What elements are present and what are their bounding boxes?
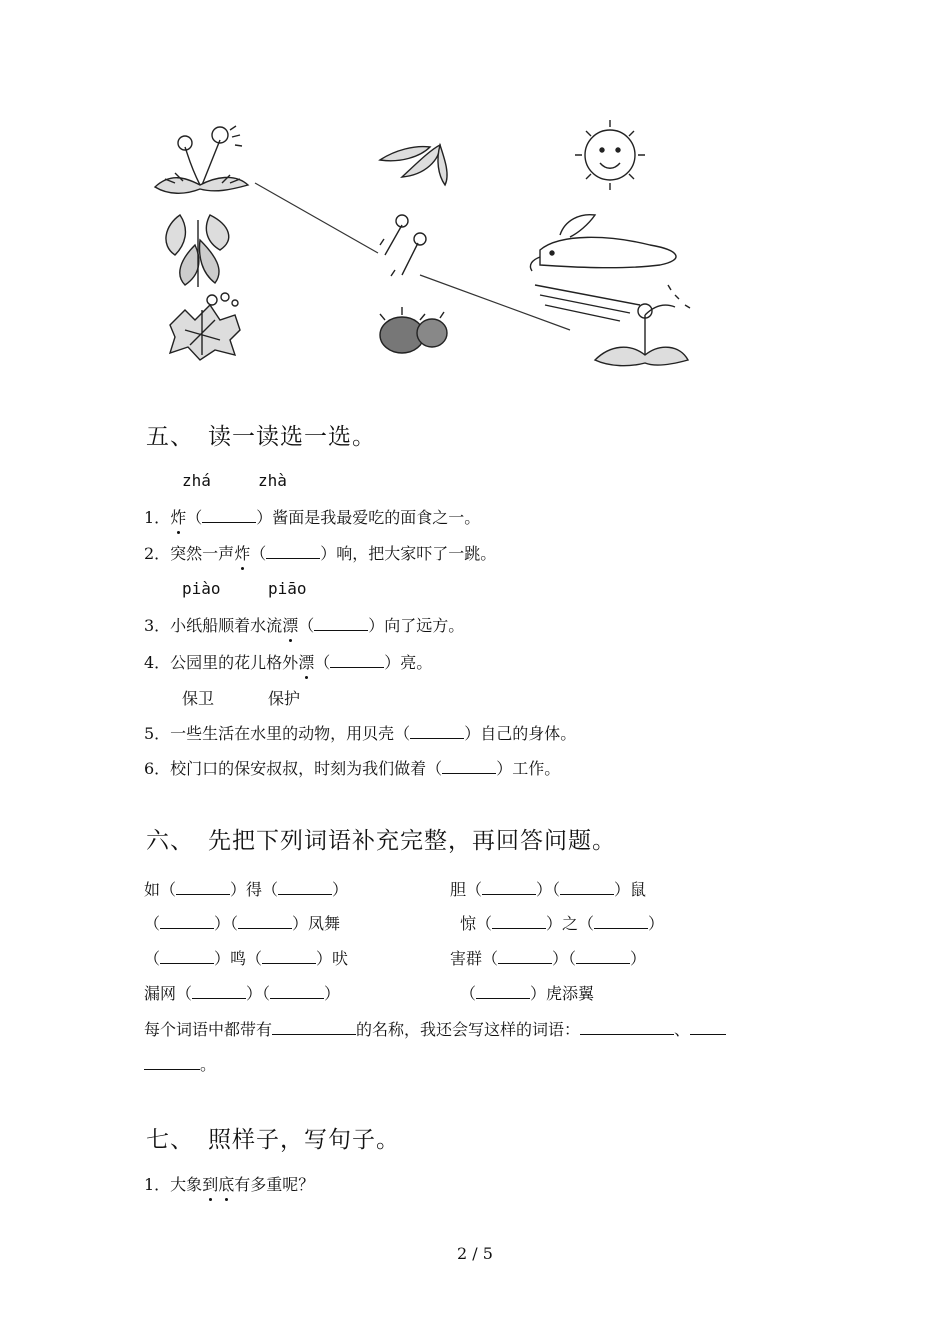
chestnut-burr-icon — [380, 307, 447, 353]
idiom-4: 惊（ ）之（ ） — [460, 914, 665, 933]
answer-blank[interactable] — [176, 880, 230, 895]
answer-blank[interactable] — [278, 880, 332, 895]
question-5-1: 1．炸（ ）酱面是我最爱吃的面食之一。 — [144, 505, 480, 528]
question-5-3: 3．小纸船顺着水流漂（ ）向了远方。 — [144, 613, 464, 636]
dotted-char: 底 — [218, 1172, 234, 1195]
idiom-3: （ ）（ ）凤舞 — [144, 914, 341, 933]
answer-blank[interactable] — [160, 914, 214, 929]
answer-blank[interactable] — [594, 914, 648, 929]
match-line-1 — [255, 183, 378, 253]
answer-blank[interactable] — [476, 984, 530, 999]
pea-pod-icon — [380, 145, 447, 185]
dotted-char: 漂 — [298, 650, 314, 673]
idiom-5: （ ）鸣（ ）吠 — [144, 949, 349, 968]
word-option-baowei: 保卫 — [182, 689, 215, 708]
seed-dispersal-illustration — [140, 115, 700, 375]
answer-blank[interactable] — [330, 653, 384, 668]
answer-blank[interactable] — [482, 880, 536, 895]
answer-blank[interactable] — [266, 544, 320, 559]
idiom-2: 胆（ ）（ ）鼠 — [450, 880, 647, 899]
word-option-baohu: 保护 — [268, 689, 301, 708]
idiom-8: （ ）虎添翼 — [460, 984, 595, 1003]
answer-blank[interactable] — [442, 759, 496, 774]
answer-blank[interactable] — [192, 984, 246, 999]
answer-blank[interactable] — [238, 914, 292, 929]
answer-blank[interactable] — [576, 949, 630, 964]
sun-icon — [575, 120, 645, 190]
question-5-4: 4．公园里的花儿格外漂（ ）亮。 — [144, 650, 432, 673]
answer-blank[interactable] — [262, 949, 316, 964]
section-5-number: 五、 — [146, 424, 194, 450]
page-number: 2 / 5 — [457, 1244, 493, 1263]
dandelion-seeds-icon — [380, 215, 426, 276]
idiom-6: 害群（ ）（ ） — [450, 949, 647, 968]
section-6-number: 六、 — [146, 828, 194, 854]
dotted-char: 到 — [202, 1172, 218, 1195]
section-7-heading — [146, 1121, 400, 1154]
question-5-2: 2．突然一声炸（ ）响，把大家吓了一跳。 — [144, 541, 496, 564]
match-line-2 — [420, 275, 570, 330]
dandelion-plant-icon — [155, 126, 248, 193]
question-5-6: 6．校门口的保安叔叔，时刻为我们做着（ ）工作。 — [144, 759, 561, 778]
rabbit-icon — [530, 215, 676, 271]
answer-blank[interactable] — [560, 880, 614, 895]
section-6-heading — [146, 822, 616, 855]
dotted-char: 漂 — [282, 613, 298, 636]
section-7-number: 七、 — [146, 1127, 194, 1153]
answer-blank[interactable] — [144, 1055, 200, 1070]
question-7-1: 1．大象到底有多重呢？ — [144, 1172, 314, 1195]
idiom-question-cont: 。 — [144, 1052, 216, 1075]
idiom-7: 漏网（ ）（ ） — [144, 984, 341, 1003]
answer-blank[interactable] — [580, 1020, 674, 1035]
pinyin-piao4: piào — [182, 579, 221, 598]
pinyin-zha4: zhà — [258, 471, 287, 490]
section-6-title: 先把下列词语补充完整，再回答问题。 — [208, 828, 616, 854]
answer-blank[interactable] — [270, 984, 324, 999]
answer-blank[interactable] — [410, 724, 464, 739]
idiom-1: 如（ ）得（ ） — [144, 880, 349, 899]
answer-blank[interactable] — [690, 1020, 726, 1035]
section-7-title: 照样子，写句子。 — [208, 1127, 400, 1153]
answer-blank[interactable] — [160, 949, 214, 964]
answer-blank[interactable] — [498, 949, 552, 964]
answer-blank[interactable] — [202, 508, 256, 523]
pinyin-piao1: piāo — [268, 579, 307, 598]
burr-plant-icon — [170, 293, 240, 360]
dotted-char: 炸 — [234, 541, 250, 564]
idiom-question: 每个词语中都带有 的名称，我还会写这样的词语： 、 — [144, 1017, 726, 1040]
answer-blank[interactable] — [314, 616, 368, 631]
pinyin-zha2: zhá — [182, 471, 211, 490]
dotted-char: 炸 — [170, 505, 186, 528]
question-5-5: 5．一些生活在水里的动物，用贝壳（ ）自己的身体。 — [144, 724, 577, 743]
answer-blank[interactable] — [272, 1020, 356, 1035]
section-5-heading — [146, 418, 376, 451]
section-5-title: 读一读选一选。 — [208, 424, 376, 450]
leafy-plant-icon — [166, 215, 229, 287]
answer-blank[interactable] — [492, 914, 546, 929]
